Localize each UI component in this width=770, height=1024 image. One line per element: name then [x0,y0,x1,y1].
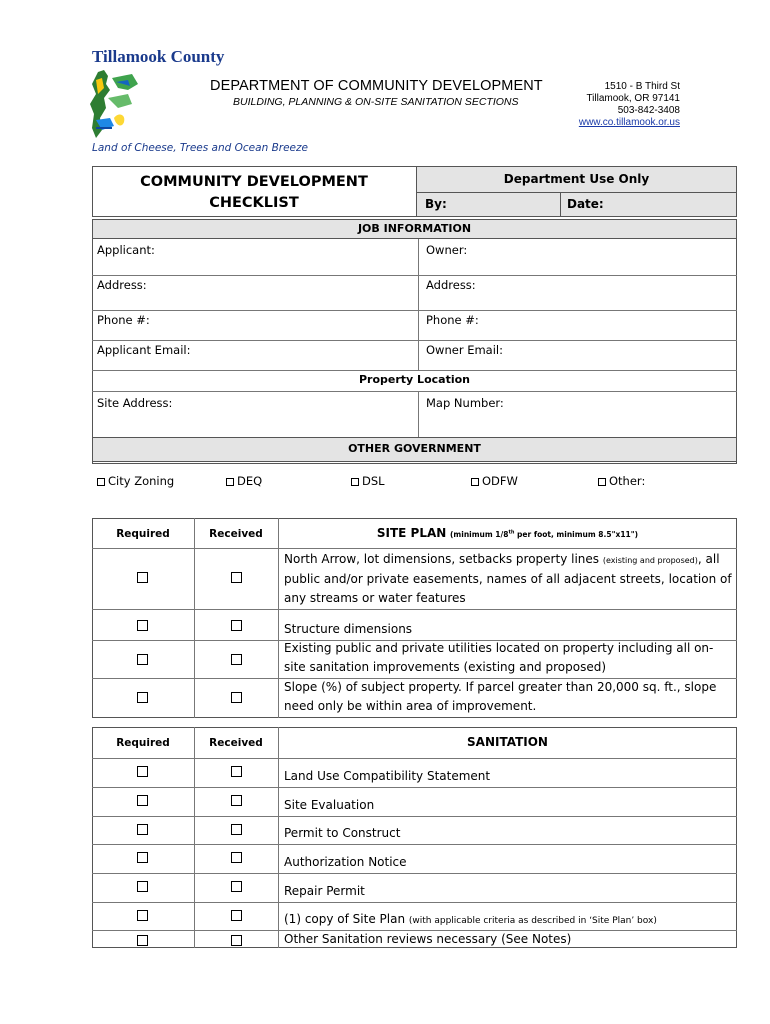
received-checkbox[interactable] [231,910,242,921]
applicant-field[interactable]: Applicant: [97,243,155,257]
site-plan-note-pre: (minimum 1/8 [450,530,509,539]
form-title-line1: COMMUNITY DEVELOPMENT [140,174,368,190]
item-text-small: (with applicable criteria as described in ‘Site Plan’ box) [408,916,657,926]
sanitation-item-4: Authorization Notice [284,855,407,869]
gov-option-label: DSL [362,474,385,488]
site-address-field[interactable]: Site Address: [97,396,173,410]
required-checkbox[interactable] [137,935,148,946]
site-plan-received-header: Received [209,528,263,540]
required-checkbox[interactable] [137,572,148,583]
checkbox-icon[interactable] [351,478,359,486]
dept-use-label: Department Use Only [503,172,650,186]
gov-option-label: Other: [609,474,646,488]
required-checkbox[interactable] [137,692,148,703]
site-plan-item-2: Structure dimensions [284,622,413,636]
item-text-post: , all public and/or private easements, names of all adjacent streets, location of any streams or water features [284,552,732,605]
property-location-heading: Property Location [359,373,470,386]
date-label[interactable]: Date: [567,197,604,211]
required-checkbox[interactable] [137,795,148,806]
site-plan-note-post: per foot, minimum 8.5"x11") [514,530,639,539]
map-number-field[interactable]: Map Number: [426,396,504,410]
item-text-pre: (1) copy of Site Plan [284,912,409,926]
gov-option-dsl[interactable] [351,474,385,488]
received-checkbox[interactable] [231,572,242,583]
department-sections: BUILDING, PLANNING & ON-SITE SANITATION SECTIONS [233,96,519,108]
received-checkbox[interactable] [231,654,242,665]
website-link[interactable]: www.co.tillamook.or.us [578,117,680,128]
other-gov-heading: OTHER GOVERNMENT [348,442,481,455]
owner-phone-field[interactable]: Phone #: [426,313,479,327]
office-address [560,81,680,129]
site-plan-note [450,530,638,539]
gov-option-other[interactable] [598,474,645,488]
checkbox-icon[interactable] [226,478,234,486]
required-checkbox[interactable] [137,824,148,835]
site-plan-title: SITE PLAN [376,526,447,540]
received-checkbox[interactable] [231,935,242,946]
gov-option-deq[interactable] [226,474,262,488]
required-checkbox[interactable] [137,881,148,892]
sanitation-item-2: Site Evaluation [284,798,375,812]
received-checkbox[interactable] [231,795,242,806]
sanitation-item-6 [284,910,732,931]
required-checkbox[interactable] [137,654,148,665]
owner-address-field[interactable]: Address: [426,278,476,292]
address-street: 1510 - B Third St [604,81,680,92]
site-plan-item-4: Slope (%) of subject property. If parcel greater than 20,000 sq. ft., slope need only be within area of improvement. [284,680,717,713]
sanitation-received-header: Received [209,737,263,749]
gov-option-label: ODFW [482,474,518,488]
job-info-heading: JOB INFORMATION [357,222,472,235]
address-city: Tillamook, OR 97141 [586,93,680,104]
received-checkbox[interactable] [231,852,242,863]
required-checkbox[interactable] [137,910,148,921]
received-checkbox[interactable] [231,766,242,777]
gov-option-city-zoning[interactable] [97,474,174,488]
county-name: Tillamook County [92,47,225,66]
checkbox-icon[interactable] [471,478,479,486]
owner-email-field[interactable]: Owner Email: [426,343,503,357]
required-checkbox[interactable] [137,620,148,631]
gov-option-label: DEQ [237,474,263,488]
office-phone: 503-842-3408 [617,105,680,116]
department-title: DEPARTMENT OF COMMUNITY DEVELOPMENT [210,78,543,94]
site-plan-heading [278,526,737,540]
form-title [92,172,416,214]
sanitation-item-5: Repair Permit [284,884,365,898]
county-logo-icon [88,68,148,140]
gov-option-odfw[interactable] [471,474,518,488]
applicant-phone-field[interactable]: Phone #: [97,313,150,327]
county-slogan: Land of Cheese, Trees and Ocean Breeze [92,142,308,154]
sanitation-heading: SANITATION [467,735,548,749]
received-checkbox[interactable] [231,692,242,703]
site-plan-required-header: Required [116,528,170,540]
applicant-address-field[interactable]: Address: [97,278,147,292]
sanitation-item-3: Permit to Construct [284,826,401,840]
form-title-line2: CHECKLIST [209,195,299,211]
item-text-pre: North Arrow, lot dimensions, setbacks property lines [284,552,603,566]
sanitation-item-1: Land Use Compatibility Statement [284,769,491,783]
checkbox-icon[interactable] [598,478,606,486]
job-info-box [92,219,737,464]
gov-option-label: City Zoning [108,474,175,488]
item-text-small: (existing and proposed) [602,556,698,565]
site-plan-item-1 [284,550,732,608]
sanitation-item-7: Other Sanitation reviews necessary (See Notes) [284,932,572,946]
site-plan-item-3: Existing public and private utilities located on property including all on-site sanitation improvements (existing and proposed) [284,641,714,674]
received-checkbox[interactable] [231,824,242,835]
received-checkbox[interactable] [231,620,242,631]
required-checkbox[interactable] [137,766,148,777]
site-plan-note-sup: th [508,529,515,536]
required-checkbox[interactable] [137,852,148,863]
owner-field[interactable]: Owner: [426,243,468,257]
sanitation-required-header: Required [116,737,170,749]
applicant-email-field[interactable]: Applicant Email: [97,343,191,357]
checkbox-icon[interactable] [97,478,105,486]
received-checkbox[interactable] [231,881,242,892]
by-label[interactable]: By: [425,197,447,211]
